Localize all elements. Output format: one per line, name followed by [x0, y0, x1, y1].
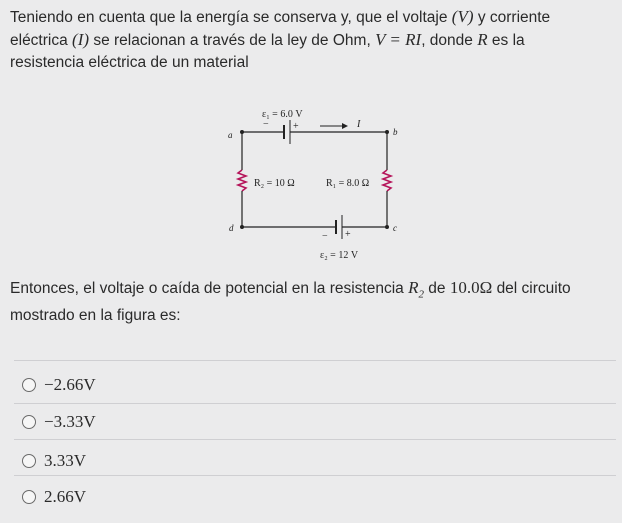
- intro-text-7: resistencia eléctrica de un material: [10, 54, 249, 71]
- answer-option[interactable]: [22, 449, 86, 473]
- symbol-voltage: (V): [451, 7, 474, 26]
- battery2-minus: −: [322, 231, 328, 242]
- current-label: I: [357, 119, 361, 130]
- resistor-r2: [238, 170, 246, 191]
- radio-button[interactable]: [22, 454, 36, 468]
- option-label: −2.66V: [44, 375, 96, 394]
- divider: [14, 403, 616, 404]
- symbol-resistance: R: [477, 30, 488, 49]
- intro-text-2: y corriente: [477, 9, 551, 26]
- resistor-r1: [383, 170, 391, 191]
- option-label: −3.33V: [44, 412, 96, 431]
- node-a-label: a: [228, 130, 233, 140]
- node-c-label: c: [393, 223, 397, 233]
- battery2-plus: +: [345, 229, 351, 240]
- circuit-diagram: [222, 108, 412, 268]
- ohm-law-formula: V = RI: [375, 30, 422, 49]
- question-intro: [10, 6, 610, 74]
- prompt-text-3: del circuito: [496, 280, 571, 297]
- divider: [14, 439, 616, 440]
- radio-button[interactable]: [22, 415, 36, 429]
- intro-text-1: Teniendo en cuenta que la energía se conserva y, que el voltaje: [10, 9, 448, 26]
- intro-text-5: , donde: [421, 32, 473, 49]
- divider: [14, 360, 616, 361]
- symbol-r2: [408, 278, 424, 301]
- option-label: 2.66V: [44, 487, 87, 506]
- node-c-dot: [385, 225, 389, 229]
- intro-text-4: se relacionan a través de la ley de Ohm,: [93, 32, 371, 49]
- emf1-label: ε₁ = 6.0 V: [262, 109, 303, 120]
- symbol-r2-subscript: 2: [418, 288, 424, 301]
- radio-button[interactable]: [22, 378, 36, 392]
- current-arrow-head: [342, 123, 348, 129]
- r2-label: R₂ = 10 Ω: [254, 178, 295, 189]
- battery1-plus: +: [293, 121, 299, 132]
- prompt-text-1: Entonces, el voltaje o caída de potencial en la resistencia: [10, 280, 404, 297]
- answer-option[interactable]: [22, 373, 96, 397]
- question-prompt: [10, 277, 610, 327]
- node-d-dot: [240, 225, 244, 229]
- prompt-text-4: mostrado en la figura es:: [10, 307, 181, 325]
- node-d-label: d: [229, 223, 234, 233]
- r1-label: R₁ = 8.0 Ω: [326, 178, 370, 189]
- battery1-minus: −: [263, 119, 269, 130]
- intro-text-3: eléctrica: [10, 32, 68, 49]
- option-label: 3.33V: [44, 451, 87, 470]
- radio-button[interactable]: [22, 490, 36, 504]
- symbol-current: (I): [72, 30, 90, 49]
- node-b-label: b: [393, 127, 398, 137]
- emf2-label: ε₂ = 12 V: [320, 250, 359, 261]
- resistance-value: 10.0Ω: [449, 278, 493, 297]
- prompt-text-2: de: [428, 280, 446, 297]
- answer-option[interactable]: [22, 410, 96, 434]
- divider: [14, 475, 616, 476]
- answer-option[interactable]: [22, 485, 86, 509]
- intro-text-6: es la: [491, 32, 525, 49]
- symbol-r2-letter: R: [408, 278, 419, 297]
